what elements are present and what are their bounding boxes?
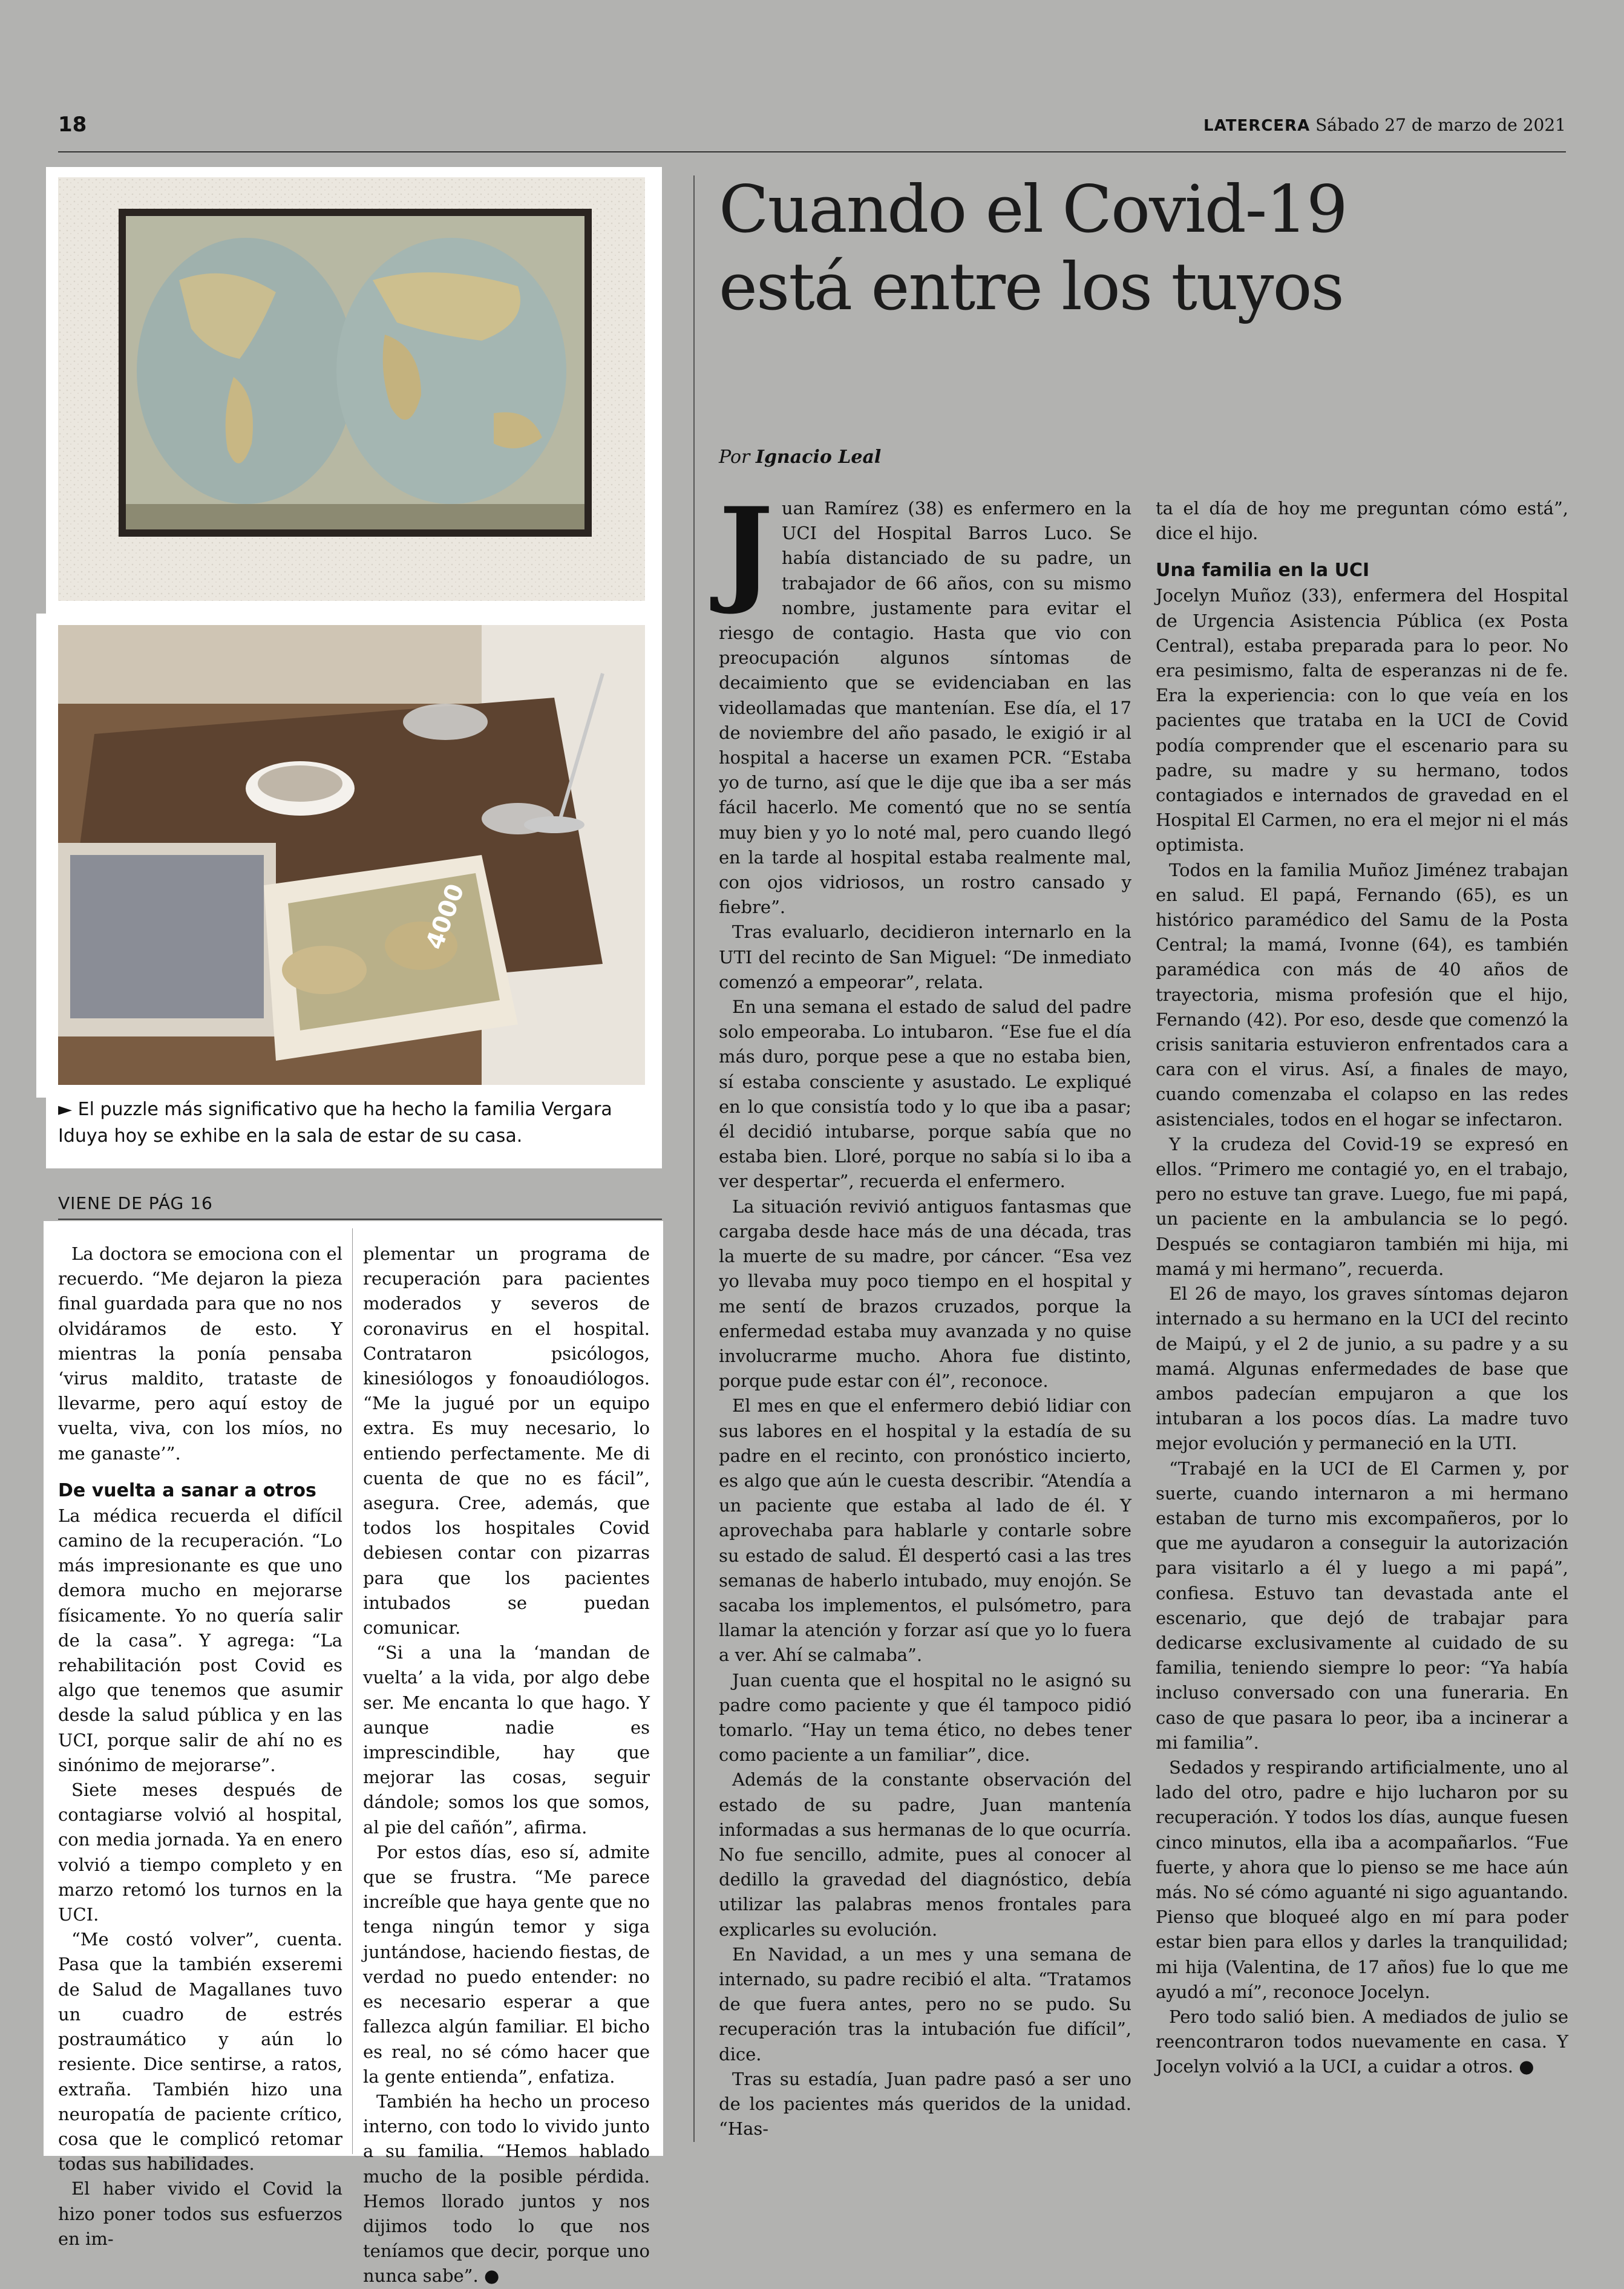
paragraph: ta el día de hoy me preguntan cómo está”, dice el hijo. <box>1156 498 1568 544</box>
masthead <box>1203 115 1566 135</box>
page-number: 18 <box>58 113 87 137</box>
byline-author: Ignacio Leal <box>755 447 882 468</box>
puzzle-box-count: 4000 <box>421 880 470 954</box>
subheading: De vuelta a sanar a otros <box>58 1479 316 1501</box>
photo-caption <box>58 1096 645 1150</box>
paragraph <box>719 995 1131 1194</box>
paragraph: El mes en que el enfermero debió lidiar con sus labores en el hospital y la estadía de su padre en el recinto, con pronóstico incierto, es algo que aún le cuesta describir. “Atendía a un paciente que estaba al lado de él. Y aprovechaba para hablarle y contarle sobre su estado de salud. Él despertó casi a las tres semanas de haberlo intubado, muy enojón. Se sacaba los implementos, el pulsómetro, para llamar la atención y forzar así que yo lo fuera a ver. Ahí se calmaba”. <box>719 1395 1131 1666</box>
caption-marker: ► <box>58 1099 73 1120</box>
continuation-column-1 <box>58 1242 342 2251</box>
paragraph: “Si a una la ‘mandan de vuelta’ a la vida, por algo debe ser. Me encanta lo que hago. Y aunque nadie es imprescindible, hay que mejorar las cosas, seguir dándole; somos los que somos, al pie del cañón”, afirma. <box>363 1642 650 1838</box>
paragraph: Sedados y respirando artificialmente, uno al lado del otro, padre e hijo lucharon por su recuperación. Y todos los días, aunque fuesen cinco minutos, ella iba a acompañarlos. “Fue fuerte, y ahora que lo pienso se me hace aún más. No sé cómo aguanté ni sigo aguantando. Pienso que bloqueé algo en mí para poder estar bien para ellos y darles la tranquilidad; mi hija (Valentina, de 17 años) fue lo que me ayudó a mí”, reconoce Jocelyn. <box>1156 1757 1568 2002</box>
paragraph: Además de la constante observación del estado de su padre, Juan mantenía informadas a sus hermanas de lo que ocurría. No fue sencillo, admite, pues al conocer al dedillo la gravedad del diagnóstico, debía utilizar las palabras menos frontales para explicarles su evolución. <box>719 1769 1131 1940</box>
dropcap: J <box>719 482 773 617</box>
paragraph: Todos en la familia Muñoz Jiménez trabajan en salud. El papá, Fernando (65), es un histórico paramédico del Samu de la Posta Central; la mamá, Ivonne (64), es también paramédica con más de 40 años de trayectoria, misma profesión que el hijo, Fernando (42). Por eso, desde que comenzó la crisis sanitaria estuvieron enfrentados cara a cara con el virus. Así, a finales de mayo, cuando comenzaba el colapso en las redes asistenciales, todos en el hogar se infectaron. <box>1156 859 1568 1130</box>
paragraph: Jocelyn Muñoz (33), enfermera del Hospital de Urgencia Asistencia Pública (ex Posta Central), estaba preparada para lo peor. No era pesimismo, falta de esperanzas ni de fe. Era la experiencia: con lo que veía en los pacientes que trataba en la UCI de Covid podía comprender que el escenario para su padre, su madre y su hermano, todos contagiados e internados de gravedad en el Hospital El Carmen, no era el mejor ni el más optimista. <box>1156 585 1568 856</box>
headline-line-2: está entre los tuyos <box>719 249 1343 325</box>
publication-name: LATERCERA <box>1203 117 1311 135</box>
byline <box>719 447 881 468</box>
paragraph: “Trabajé en la UCI de El Carmen y, por suerte, cuando internaron a mi hermano estaban de turno mis excompañeros, por lo que me ayudaron a conseguir la autorización para visitarlo a él y luego a mi papá”, confiesa. Estuvo tan devastada ante el escenario, que dejó de trabajar para dedicarse exclusivamente al cuidado de su familia, teniendo siempre lo peor: “Ya había incluso conversado con una funeraria. En caso de que pasara lo peor, iba a incinerar a mi familia”. <box>1156 1458 1568 1753</box>
byline-prefix: Por <box>719 447 750 468</box>
paragraph: La situación revivió antiguos fantasmas que cargaba desde hace más de una década, tras la muerte de su madre, por cáncer. “Esa vez yo llevaba muy poco tiempo en el hospital y me sentí de brazos cruzados, porque la enfermedad estaba muy avanzada y no quise involucrarme mucho. Ahora fue distinto, porque pude estar con él”, reconoce. <box>719 1196 1131 1392</box>
puzzle-table-photo <box>58 625 645 1085</box>
article-divider <box>693 175 695 2142</box>
paragraph: Y la crudeza del Covid-19 se expresó en ellos. “Primero me contagié yo, en el trabajo, pero no estuve tan grave. Luego, fue mi papá, un paciente en la ambulancia se lo pegó. Después se contagiaron también mi hija, mi mamá y mi hermano”, recuerda. <box>1156 1133 1568 1279</box>
continuation-column-2 <box>363 1242 650 2289</box>
issue-date: Sábado 27 de marzo de 2021 <box>1315 115 1566 135</box>
paragraph: También ha hecho un proceso interno, con todo lo vivido junto a su familia. “Hemos hablado mucho de la posible pérdida. Hemos llorado juntos y nos dijimos todo lo que nos teníamos que decir, porque uno nunca sabe”. ● <box>363 2091 650 2287</box>
continued-from-label: VIENE DE PÁG 16 <box>58 1193 213 1213</box>
paragraph: En Navidad, a un mes y una semana de internado, su padre recibió el alta. “Tratamos de que fuera antes, pero no se pudo. Su recuperación tras la intubación fue difícil”, dice. <box>719 1944 1131 2065</box>
paragraph: Siete meses después de contagiarse volvió al hospital, con media jornada. Ya en enero volvió a tiempo completo y en marzo retomó los turnos en la UCI. <box>58 1780 342 1925</box>
article-column-1 <box>719 482 1131 2141</box>
paragraph: La doctora se emociona con el recuerdo. “Me dejaron la pieza final guardada para que no nos olvidáramos de esto. Y mientras la ponía pensaba ‘virus maldito, trataste de llevarme, pero aquí estoy de vuelta, viva, con los míos, no me ganaste’”. <box>58 1243 342 1464</box>
paragraph <box>719 482 1131 920</box>
paragraph: Pero todo salió bien. A mediados de julio se reencontraron todos nuevamente en casa. Y Jocelyn volvió a la UCI, a cuidar a otros. ● <box>1156 2006 1568 2077</box>
world-map-puzzle-photo <box>58 177 645 601</box>
paragraph: Tras su estadía, Juan padre pasó a ser uno de los pacientes más queridos de la unidad. “Has- <box>719 2068 1131 2140</box>
paragraph: El haber vivido el Covid la hizo poner todos sus esfuerzos en im- <box>58 2178 342 2249</box>
column-divider <box>352 1228 353 2154</box>
paragraph: plementar un programa de recuperación para pacientes moderados y severos de coronavirus en el hospital. Contrataron psicólogos, kinesiólogos y fonoaudiólogos. “Me la jugué por un equipo extra. Es muy necesario, lo entiendo perfectamente. Me di cuenta de que no es fácil”, asegura. Cree, además, que todos los hospitales Covid debiesen contar con pizarras para que los pacientes intubados se puedan comunicar. <box>363 1243 650 1639</box>
paragraph-text: En una semana el estado de salud del padre solo empeoraba. Lo intubaron. “Ese fue el día más duro, porque pese a que no estaba bien, sí estaba consciente y asustado. Le expliqué en lo que consistía todo y lo que iba a pasar; él decidió intubarse, porque sabía que no estaba bien. Lloré, porque no sabía si lo iba a ver despertar”, recuerda el enfermero. <box>719 997 1131 1192</box>
paragraph: Juan cuenta que el hospital no le asignó su padre como paciente y que él tampoco pidió tomarlo. “Hay un tema ético, no debes tener como paciente a un familiar”, dice. <box>719 1669 1131 1766</box>
paragraph: El 26 de mayo, los graves síntomas dejaron internado a su hermano en la UCI del recinto de Maipú, y el 2 de junio, a su padre y a su mamá. Algunas enfermedades de base que ambos padecían empujaron a que los intubaran a los pocos días. La madre tuvo mejor evolución y permaneció en la UTI. <box>1156 1283 1568 1454</box>
caption-text: El puzzle más significativo que ha hecho la familia Vergara Iduya hoy se exhibe en la sala de estar de su casa. <box>58 1099 612 1147</box>
subheading: Una familia en la UCI <box>1156 560 1370 581</box>
header-rule <box>58 151 1566 152</box>
paragraph: Por estos días, eso sí, admite que se frustra. “Me parece increíble que haya gente que no tenga ningún temor y siga juntándose, haciendo fiestas, de verdad no puedo entender: no es necesario esperar a que fallezca algún familiar. El bicho es real, no sé cómo hacer que la gente entienda”, enfatiza. <box>363 1841 650 2087</box>
paragraph: La médica recuerda el difícil camino de la recuperación. “Lo más impresionante es que uno demora mucho en mejorarse físicamente. Yo no quería salir de la casa”. Y agrega: “La rehabilitación post Covid es algo que tenemos que asumir desde la salud pública y en las UCI, porque salir de ahí no es sinónimo de mejorarse”. <box>58 1505 342 1775</box>
continued-rule <box>58 1219 662 1220</box>
article-column-2 <box>1156 496 1568 2080</box>
paragraph: “Me costó volver”, cuenta. Pasa que la también exseremi de Salud de Magallanes tuvo un cuadro de estrés postraumático y aún lo resiente. Dice sentirse, a ratos, extraña. También hizo una neuropatía de paciente crítico, cosa que le complicó retomar todas sus habilidades. <box>58 1929 342 2175</box>
lead-text: uan Ramírez (38) es enfermero en la UCI del Hospital Barros Luco. Se había distanciado de su padre, un trabajador de 66 años, con su mismo nombre, justamente para evitar el riesgo de contagio. Hasta que vio con preocupación algunos síntomas de decaimiento que se evidenciaban en las videollamadas que mantenían. Ese día, el 17 de noviembre del año pasado, le exigió ir al hospital a hacerse un examen PCR. “Estaba yo de turno, así que le dije que iba a ser más fácil hacerlo. Me comentó que no se sentía muy bien y yo lo noté mal, pero cuando llegó en la tarde al hospital estaba realmente mal, con ojos vidriosos, un rostro cansado y fiebre”. <box>719 498 1131 918</box>
paragraph: Tras evaluarlo, decidieron internarlo en la UTI del recinto de San Miguel: “De inmediato comenzó a empeorar”, relata. <box>719 922 1131 992</box>
headline-line-1: Cuando el Covid-19 <box>719 172 1347 247</box>
article-headline <box>719 171 1505 326</box>
